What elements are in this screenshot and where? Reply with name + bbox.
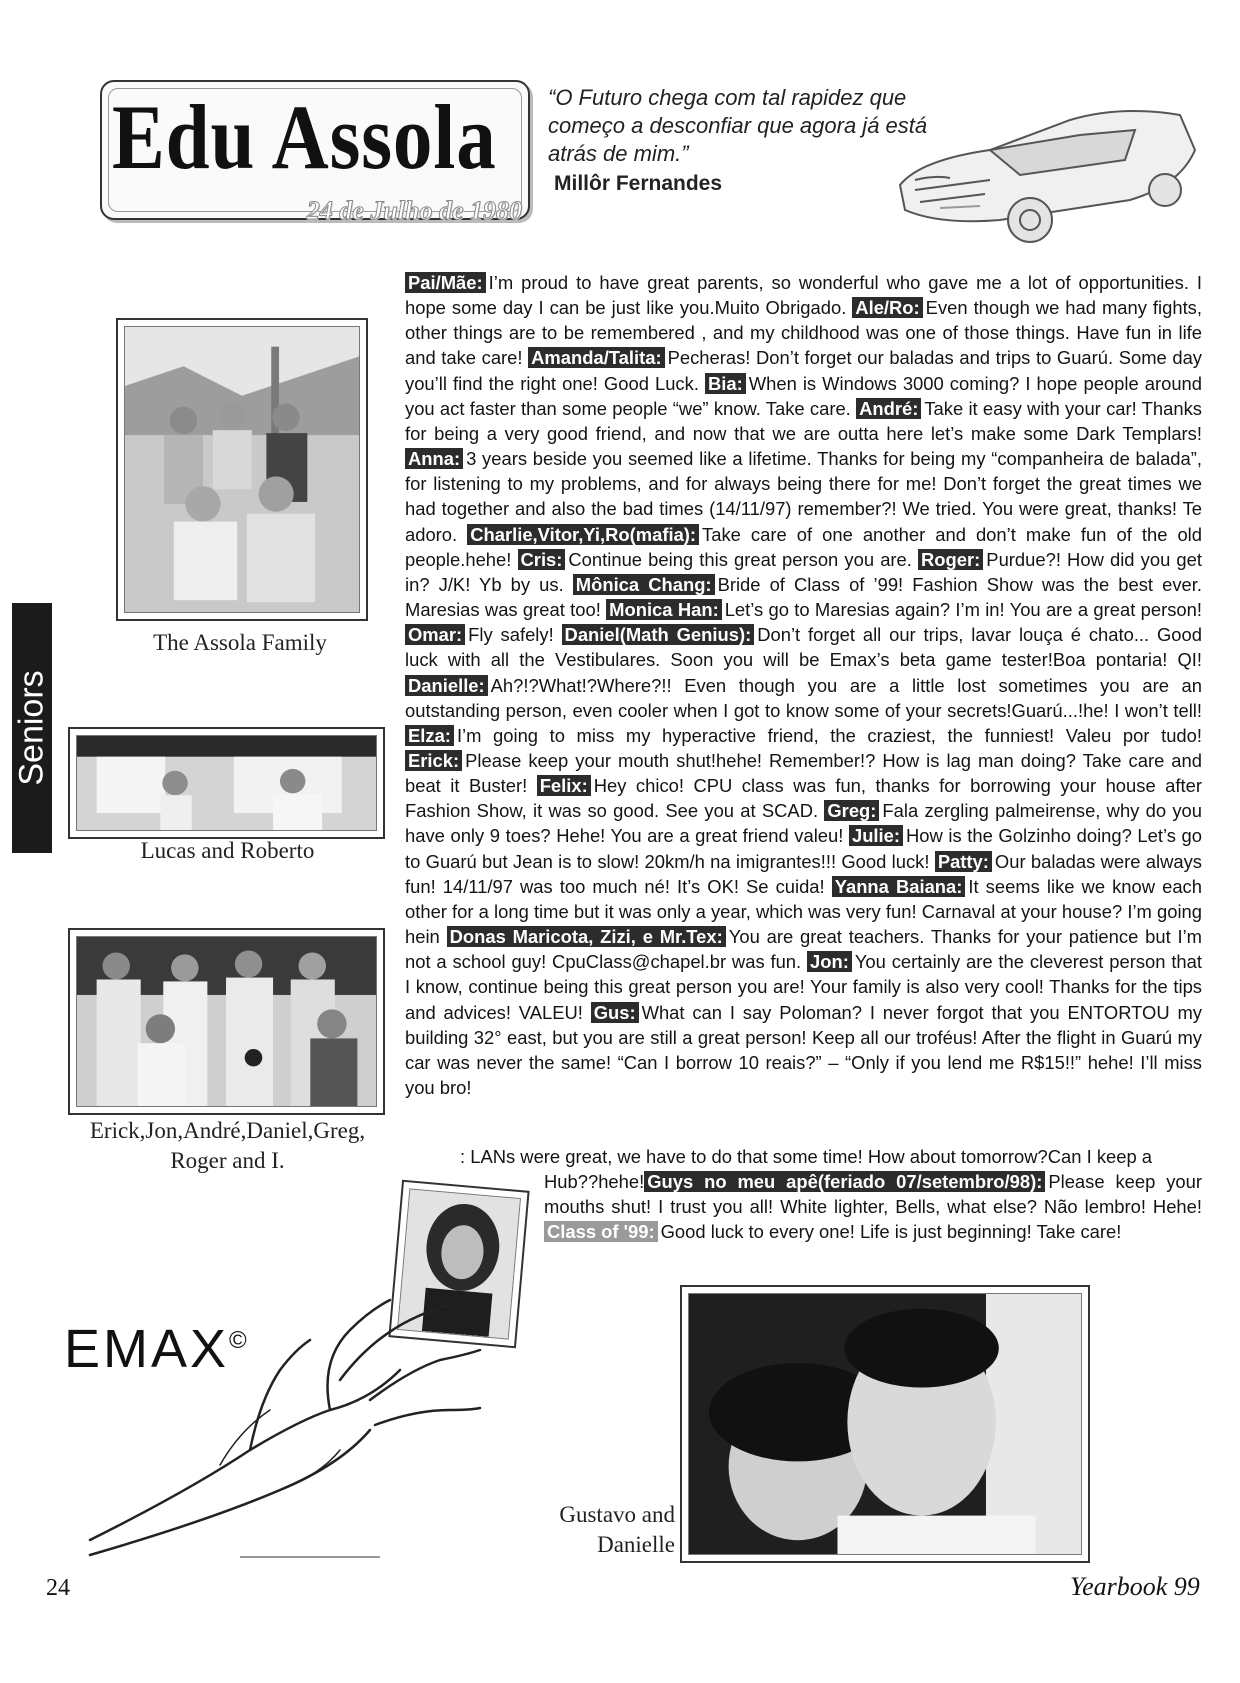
message-tag: Mônica Chang: bbox=[573, 574, 715, 595]
message-text: You are great teachers. Thanks for your patience but I’m not a school guy! CpuClass@chapel.br was fun. bbox=[405, 926, 1202, 973]
message-text: Take care of one another and don’t make fun of the old people.hehe! bbox=[405, 523, 1202, 570]
quote-text: “O Futuro chega com tal rapidez que começo a desconfiar que agora já está atrás de mim.” bbox=[548, 85, 928, 166]
birth-date: 24 de Julho de 1980 bbox=[306, 196, 522, 225]
message-text: Fala zergling palmeirense, why do you have only 9 toes? Hehe! You are a great friend valeu! bbox=[405, 800, 1202, 847]
message-tag: Patty: bbox=[935, 851, 992, 872]
message-text: Pecheras! Don’t forget our baladas and trips to Guarú. Some day you’ll find the right one! Good Luck. bbox=[405, 347, 1202, 394]
message-text: Good luck to every one! Life is just beginning! Take care! bbox=[660, 1221, 1122, 1243]
message-tag: Monica Han: bbox=[606, 599, 722, 620]
message-item bbox=[518, 549, 912, 570]
message-text: Continue being this great person you are. bbox=[568, 548, 912, 570]
section-tab-label: Seniors bbox=[12, 670, 51, 786]
message-text: When is Windows 3000 coming? I hope people around you act faster than some people “we” know. Take care. bbox=[405, 372, 1202, 419]
message-tag: Roger: bbox=[918, 549, 983, 570]
message-tag: Omar: bbox=[405, 624, 465, 645]
yearbook-label: Yearbook 99 bbox=[1070, 1572, 1200, 1601]
message-tag: Cris: bbox=[518, 549, 566, 570]
gustavo-danielle-photo-image bbox=[688, 1293, 1082, 1555]
message-text: Purdue?! How did you get in? J/K! Yb by us. bbox=[405, 548, 1202, 595]
message-text: Bride of Class of ’99! Fashion Show was the best ever. Maresias was great too! bbox=[405, 573, 1202, 621]
message-text: Take it easy with your car! Thanks for being a very good friend, and now that we are outta here let’s make some Dark Templars! bbox=[405, 397, 1202, 444]
message-tag: André: bbox=[856, 398, 921, 419]
lucas-roberto-photo bbox=[68, 727, 385, 839]
message-tag: Erick: bbox=[405, 750, 462, 771]
flow-lead-text: Hub??hehe! bbox=[544, 1171, 645, 1193]
friends-photo bbox=[68, 928, 385, 1115]
message-tag: Elza: bbox=[405, 725, 454, 746]
message-column-continued bbox=[460, 1144, 1202, 1245]
message-text: 3 years beside you seemed like a lifetime. Thanks for being my “companheira de balada”, for listening to my problems, and for always being there for me! Don’t forget the great times we had together and also the bad times (14/11/97) remember?! We tried. You were great, thanks! Te adoro. bbox=[405, 448, 1202, 545]
message-tag: Greg: bbox=[824, 800, 879, 821]
message-item bbox=[606, 599, 1202, 620]
message-text: You certainly are the cleverest person that I know, continue being this great person you are! Your family is also very cool! Thanks for the tips and advices! VALEU! bbox=[405, 951, 1202, 1023]
hand-sketch-icon bbox=[70, 1260, 530, 1560]
message-tag: Gus: bbox=[591, 1002, 639, 1023]
flow-message-item bbox=[460, 1169, 1202, 1244]
car-sketch-icon bbox=[880, 90, 1200, 255]
message-item bbox=[405, 624, 554, 645]
friends-photo-caption-line2: Roger and I. bbox=[170, 1148, 285, 1173]
gustavo-danielle-photo bbox=[680, 1285, 1090, 1563]
message-tag: Anna: bbox=[405, 448, 463, 469]
message-text: How is the Golzinho doing? Let’s go to Guarú but Jean is to slow! 20km/h na imigrantes!!! Good luck! bbox=[405, 825, 1202, 872]
gustavo-danielle-caption-line1: Gustavo and bbox=[559, 1502, 675, 1527]
message-text: Even though we had many fights, other things are to be remembered , and my childhood was one of those things. Have fun in life and take care! bbox=[405, 297, 1202, 369]
message-text: Don’t forget all our trips, lavar louça é chato... Good luck with all the Vestibulares. Soon you will be Emax’s beta game tester!Boa pontaria! QI! bbox=[405, 624, 1202, 671]
message-tag: Ale/Ro: bbox=[852, 297, 922, 318]
page-number: 24 bbox=[46, 1575, 70, 1601]
message-tag: Pai/Mãe: bbox=[405, 272, 486, 293]
friends-photo-caption-line1: Erick,Jon,André,Daniel,Greg, bbox=[89, 1118, 366, 1143]
family-photo bbox=[116, 318, 368, 621]
message-text: I’m going to miss my hyperactive friend, the craziest, the funniest! Valeu por tudo! bbox=[456, 724, 1202, 746]
message-tag: Daniel(Math Genius): bbox=[562, 624, 755, 645]
message-tag: Bia: bbox=[705, 373, 746, 394]
name-plate bbox=[100, 80, 530, 225]
message-text: Please keep your mouths shut! I trust you all! White lighter, Bells, what else? Não lembro! Hehe! bbox=[544, 1171, 1203, 1218]
message-text: Let’s go to Maresias again? I’m in! You are a great person! bbox=[724, 599, 1202, 621]
message-tag: Guys no meu apê(feriado 07/setembro/98): bbox=[644, 1171, 1045, 1192]
message-text: Hey chico! CPU class was fun, thanks for borrowing your house after Fashion Show, it was so good. See you at SCAD. bbox=[405, 775, 1202, 822]
message-tag: Class of '99: bbox=[544, 1221, 658, 1242]
message-item bbox=[405, 675, 1202, 721]
quote-author: Millôr Fernandes bbox=[554, 172, 723, 195]
message-text: Ah?!?What!?Where?!! Even though you are a little lost sometimes you are an outstanding person, even cooler when I got to know some of your secrets!Guarú...!he! I won’t tell! bbox=[405, 674, 1202, 721]
family-photo-image bbox=[124, 326, 360, 613]
message-tag: Danielle: bbox=[405, 675, 488, 696]
flow-line: : LANs were great, we have to do that some time! How about tomorrow?Can I keep a bbox=[460, 1146, 1153, 1167]
copyright-icon: © bbox=[229, 1327, 250, 1354]
student-name: Edu Assola bbox=[112, 86, 497, 188]
message-tag: Julie: bbox=[849, 825, 903, 846]
message-tag: Jon: bbox=[807, 951, 852, 972]
gustavo-danielle-caption-line2: Danielle bbox=[597, 1532, 675, 1557]
message-text: Please keep your mouth shut!hehe! Remember!? How is lag man doing? Take care and beat it Buster! bbox=[405, 749, 1202, 797]
message-text: What can I say Poloman? I never forgot that you ENTORTOU my building 32° east, but you are still a great person! Keep all our troféus! After the flight in Guarú my car was never the same! “Can I borrow 10 reais?” – “Only if you lend me R$15!!” hehe! I’ll miss you bro! bbox=[405, 1001, 1202, 1098]
message-text: I’m proud to have great parents, so wonderful who gave me a lot of opportunities. I hope some day I can be just like you.Muito Obrigado. bbox=[405, 272, 1202, 319]
friends-photo-image bbox=[76, 936, 377, 1107]
message-text: It seems like we know each other for a long time but it was only a year, which was very fun! Carnaval at your house? I’m going hein bbox=[405, 875, 1202, 948]
message-tag: Yanna Baiana: bbox=[832, 876, 966, 897]
message-tag: Charlie,Vitor,Yi,Ro(mafia): bbox=[467, 524, 699, 545]
message-item bbox=[405, 725, 1202, 746]
emax-logo: EMAX© bbox=[64, 1319, 250, 1379]
message-tag: Donas Maricota, Zizi, e Mr.Tex: bbox=[447, 926, 726, 947]
message-text: Fly safely! bbox=[468, 624, 554, 646]
message-tag: Amanda/Talita: bbox=[528, 347, 664, 368]
family-photo-caption: The Assola Family bbox=[153, 630, 327, 655]
message-text: Our baladas were always fun! 14/11/97 was too much né! It’s OK! Se cuida! bbox=[405, 850, 1202, 897]
lucas-roberto-photo-image bbox=[76, 735, 377, 831]
message-column bbox=[405, 270, 1202, 1100]
section-tab bbox=[12, 603, 52, 853]
message-tag: Felix: bbox=[537, 775, 591, 796]
lucas-roberto-caption: Lucas and Roberto bbox=[140, 838, 315, 863]
